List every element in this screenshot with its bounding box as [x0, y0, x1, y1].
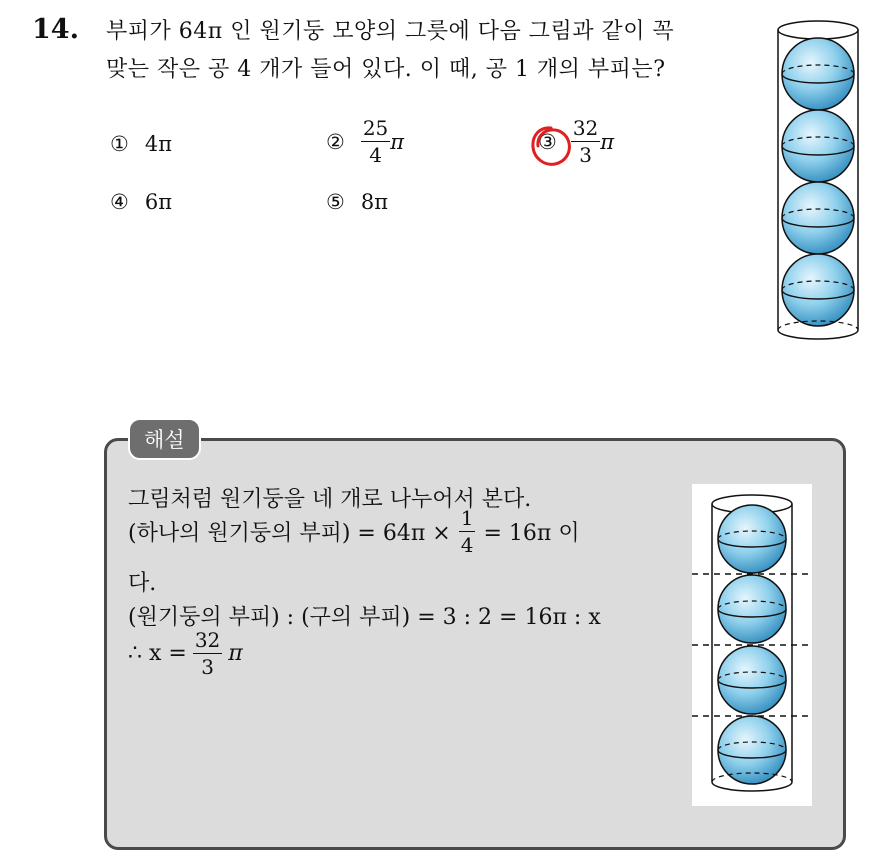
numerator: 1: [460, 506, 474, 530]
ball: [782, 110, 854, 182]
numerator: 25: [362, 116, 389, 140]
question-number: 14.: [32, 14, 79, 45]
fraction: [193, 630, 222, 677]
solution-line5: [128, 630, 243, 677]
question-text-line1: 부피가 64π 인 원기둥 모양의 그릇에 다음 그림과 같이 꼭: [106, 19, 675, 44]
denominator: 3: [579, 143, 592, 167]
denominator: 4: [369, 143, 382, 167]
numerator: 32: [572, 116, 599, 140]
answer-circle-icon: [526, 122, 576, 172]
ball: [718, 575, 786, 643]
pi-symbol: π: [600, 129, 615, 154]
ball: [718, 716, 786, 784]
choice-mark: ⑤: [326, 190, 345, 214]
ball: [718, 505, 786, 573]
choice-mark: ④: [110, 190, 129, 214]
ball: [718, 646, 786, 714]
cylinder-balls-figure: [770, 18, 866, 344]
fraction: [361, 118, 390, 165]
choice-1[interactable]: [110, 132, 172, 156]
choice-5[interactable]: [326, 190, 388, 214]
question-text-line2: 맞는 작은 공 4 개가 들어 있다. 이 때, 공 1 개의 부피는?: [106, 57, 666, 82]
solution-line2: [128, 508, 580, 555]
choice-mark: ③: [538, 129, 557, 154]
solution-line2-tail: = 16π 이: [483, 521, 580, 546]
pi-symbol: π: [228, 641, 243, 666]
ball: [782, 38, 854, 110]
denominator: 4: [460, 533, 474, 557]
solution-tab: 해설: [128, 418, 201, 460]
solution-line3: 다.: [128, 571, 157, 596]
solution-line1: 그림처럼 원기둥을 네 개로 나누어서 본다.: [128, 487, 532, 512]
denominator: 3: [201, 655, 214, 679]
choice-value: 8π: [360, 190, 388, 214]
numerator: 32: [194, 628, 221, 652]
choice-value: 6π: [144, 190, 172, 214]
solution-figure: [692, 484, 812, 806]
ball: [782, 254, 854, 326]
choice-mark: ②: [326, 129, 345, 154]
choice-mark: ①: [110, 132, 129, 156]
ball: [782, 182, 854, 254]
pi-symbol: π: [390, 129, 405, 154]
solution-line2-text: (하나의 원기둥의 부피) = 64π ×: [128, 521, 451, 546]
solution-line4: (원기둥의 부피) : (구의 부피) = 3 : 2 = 16π : x: [128, 605, 601, 630]
choice-value: 4π: [144, 132, 172, 156]
therefore-text: ∴ x =: [128, 641, 187, 666]
choice-2[interactable]: [326, 118, 404, 165]
fraction: [459, 508, 476, 555]
choice-4[interactable]: [110, 190, 172, 214]
